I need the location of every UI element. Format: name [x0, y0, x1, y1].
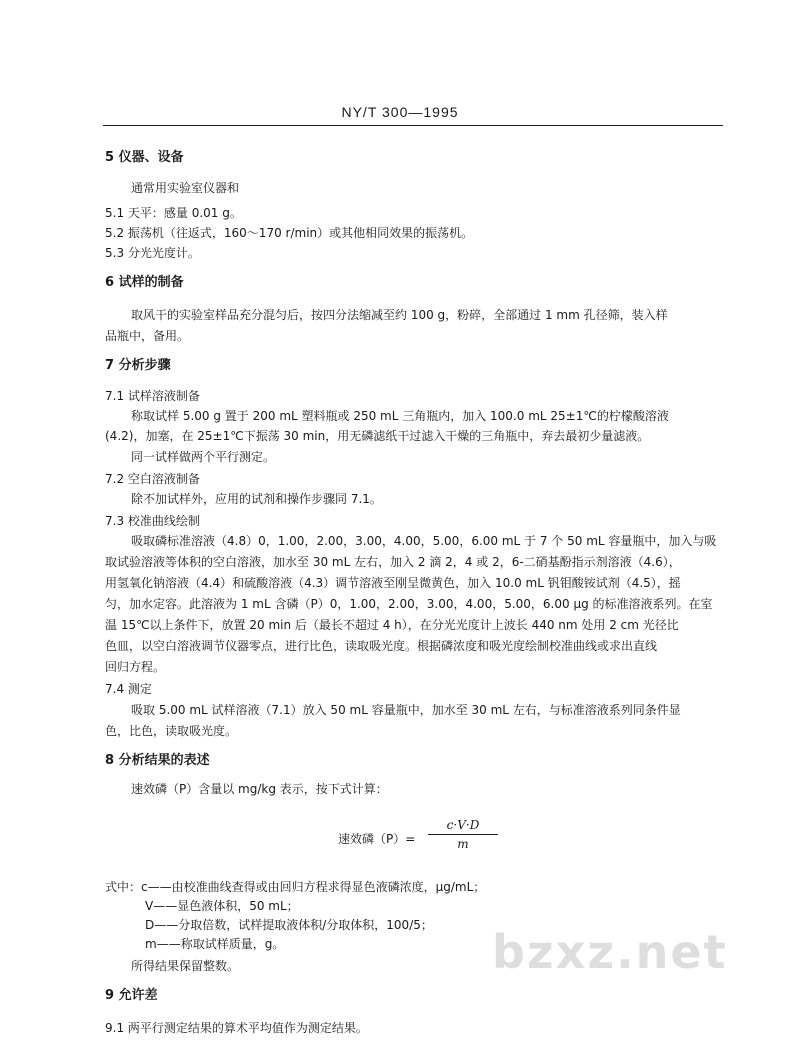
item-7-3-text-7: 回归方程。 [105, 660, 166, 674]
item-5-2: 5.2 振荡机（往返式，160～170 r/min）或其他相同效果的振荡机。 [105, 226, 474, 240]
section-5-heading: 5 仪器、设备 [105, 150, 184, 165]
item-7-3-text-4: 匀，加水定容。此溶液为 1 mL 含磷（P）0，1.00，2.00，3.00，4.00，5.00，6.00 μg 的标准溶液系列。在室 [105, 597, 713, 611]
variable-m: m——称取试样质量，g。 [145, 937, 285, 951]
item-5-1: 5.1 天平：感量 0.01 g。 [105, 206, 242, 220]
section-9-heading: 9 允许差 [105, 988, 158, 1003]
standard-code: NY/T 300—1995 [341, 104, 459, 120]
formula-lhs: 速效磷（P）= [338, 832, 416, 846]
item-9-1: 9.1 两平行测定结果的算术平均值作为测定结果。 [105, 1021, 368, 1035]
variable-c: 式中：c——由校准曲线查得或由回归方程求得显色液磷浓度，μg/mL； [105, 880, 486, 894]
item-7-3-text-3: 用氢氧化钠溶液（4.4）和硫酸溶液（4.3）调节溶液至刚呈微黄色，加入 10.0 mL 钒钼酸铵试剂（4.5），摇 [105, 576, 681, 590]
section-6-text-2: 品瓶中，备用。 [105, 329, 190, 343]
formula-denominator: m [457, 837, 469, 851]
section-6-text-1: 取风干的实验室样品充分混匀后，按四分法缩减至约 100 g，粉碎，全部通过 1 mm 孔径筛，装入样 [131, 308, 668, 322]
item-7-3-text-2: 取试验溶液等体积的空白溶液，加水至 30 mL 左右，加入 2 滴 2，4 或 2，6-二硝基酚指示剂溶液（4.6）， [105, 555, 681, 569]
variable-v: V——显色液体积，50 mL； [145, 899, 299, 913]
formula-fraction [428, 818, 498, 851]
variable-d: D——分取倍数，试样提取液体积/分取体积，100/5； [145, 918, 433, 932]
fraction-bar [428, 834, 498, 835]
header-rule [103, 125, 723, 126]
item-7-3-text-6: 色皿，以空白溶液调节仪器零点，进行比色，读取吸光度。根据磷浓度和吸光度绘制校准曲线或求出直线 [105, 639, 658, 653]
item-7-1-text-1: 称取试样 5.00 g 置于 200 mL 塑料瓶或 250 mL 三角瓶内，加入 100.0 mL 25±1℃的柠檬酸溶液 [131, 409, 669, 423]
item-7-1-heading: 7.1 试样溶液制备 [105, 389, 200, 403]
item-7-1-text-2: (4.2)，加塞，在 25±1℃下振荡 30 min，用无磷滤纸干过滤入干燥的三角瓶中，弃去最初少量滤液。 [105, 429, 650, 443]
item-7-3-text-5: 温 15℃以上条件下，放置 20 min 后（最长不超过 4 h），在分光光度计上波长 440 nm 处用 2 cm 光径比 [105, 618, 679, 632]
item-7-4-text-2: 色，比色，读取吸光度。 [105, 724, 238, 738]
section-7-heading: 7 分析步骤 [105, 358, 171, 373]
item-7-2-heading: 7.2 空白溶液制备 [105, 472, 200, 486]
item-7-4-text-1: 吸取 5.00 mL 试样溶液（7.1）放入 50 mL 容量瓶中，加水至 30 mL 左右，与标准溶液系列同条件显 [131, 703, 681, 717]
section-6-heading: 6 试样的制备 [105, 275, 184, 290]
item-5-3: 5.3 分光光度计。 [105, 246, 200, 260]
item-7-4-heading: 7.4 测定 [105, 682, 152, 696]
section-5-text: 通常用实验室仪器和 [131, 181, 240, 195]
item-7-3-text-1: 吸取磷标准溶液（4.8）0，1.00，2.00，3.00，4.00，5.00，6.00 mL 于 7 个 50 mL 容量瓶中，加入与吸 [131, 534, 717, 548]
section-8-heading: 8 分析结果的表述 [105, 753, 210, 768]
rounding-note: 所得结果保留整数。 [131, 959, 240, 973]
item-7-1-text-3: 同一试样做两个平行测定。 [131, 450, 276, 464]
section-8-text: 速效磷（P）含量以 mg/kg 表示，按下式计算： [131, 782, 388, 796]
watermark: bzxz.net [492, 925, 728, 979]
formula-numerator: c·V·D [446, 818, 480, 832]
item-7-3-heading: 7.3 校准曲线绘制 [105, 514, 200, 528]
item-7-2-text: 除不加试样外，应用的试剂和操作步骤同 7.1。 [131, 492, 382, 506]
